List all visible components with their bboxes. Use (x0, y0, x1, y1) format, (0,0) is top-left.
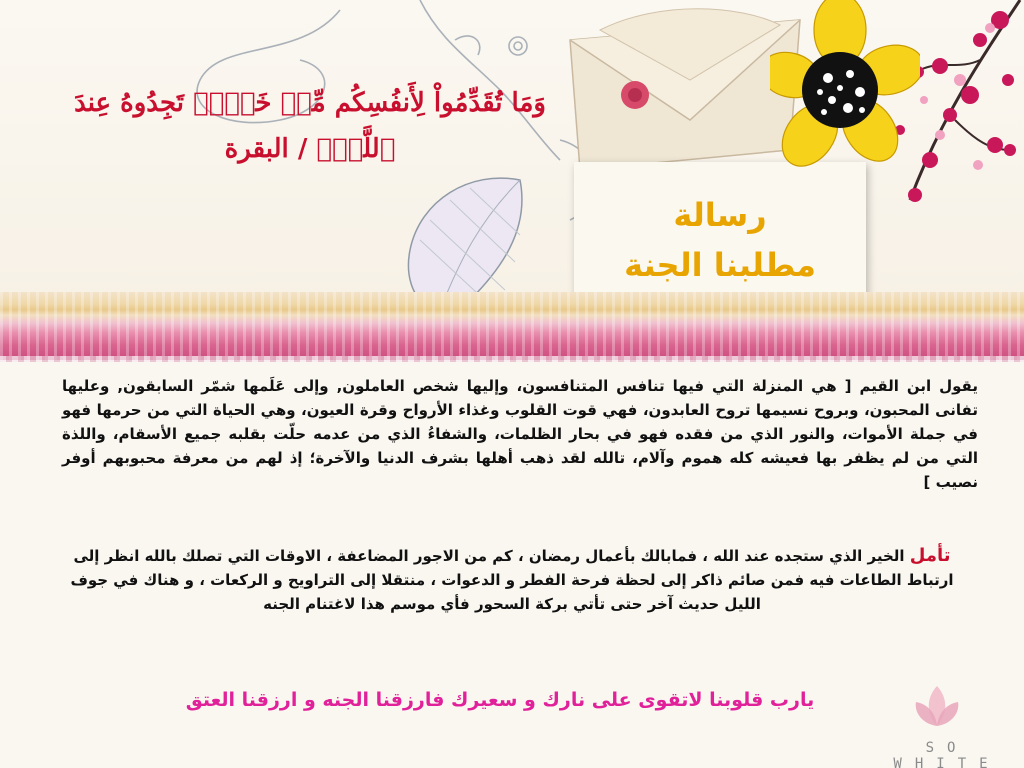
card-title-line-2: مطلبنا الجنة (624, 246, 816, 284)
reflect-label: تأمل (909, 545, 951, 566)
dua-line: يارب قلوبنا لاتقوى على نارك و سعيرك فارزقنا الجنه و ارزقنا العتق (185, 689, 815, 711)
card-title (574, 190, 866, 290)
logo-text: SO WHITE (893, 740, 1001, 768)
ibn-qayyim-quote: يقول ابن القيم [ هي المنزلة التي فيها تنافس المتنافسون، وإليها شخص العاملون, وإلى عَلَمها شمّر السابقون, وعليها تفانى المحبون، وبروح نسيمها تروح العابدون، فهي قوت القلوب وغذاء الأرواح وقرة العيون، وهي الحياة التي من حرمها فهو في جملة الأموات، والنور الذي من فقده فهو في بحار الظلمات، والشفاءُ الذي من عدمه حلّت بقلبه جميع الأسقام، واللذة التي من لم يظفر بها فعيشه كله هموم وآلام، تالله لقد ذهب أهلها بشرف الدنيا والآخرة؛ إذ لهم من معرفة محبوبهم أوفر نصيب ] (62, 377, 978, 491)
reflection-paragraph (62, 544, 962, 616)
reflection-text: الخير الذي ستجده عند الله ، فمابالك بأعمال رمضان ، كم من الاجور المضاعفة ، الاوقات التي تصلك بالله انظر إلى ارتباط الطاعات فيه فمن صائم ذاكر إلى لحظة فرحة الفطر و الدعوات ، منتقلا إلى التراويح و الركعات ، و هناك في جوف الليل حديث آخر حتى تأتي بركة السحور فأي موسم هذا لاغتنام الجنه (70, 547, 954, 613)
ribbon-band (0, 292, 1024, 360)
card-title-line-1: رسالة (673, 196, 767, 234)
lotus-icon (912, 680, 962, 736)
quran-verse (60, 80, 560, 172)
verse-line-2: ٱللَّهِۗ / البقرة (224, 134, 396, 164)
verse-line-1: وَمَا تُقَدِّمُواْ لِأَنفُسِكُم مِّنۡ خَيۡرٖ تَجِدُوهُ عِندَ (74, 88, 546, 118)
flower-icon (770, 0, 920, 170)
